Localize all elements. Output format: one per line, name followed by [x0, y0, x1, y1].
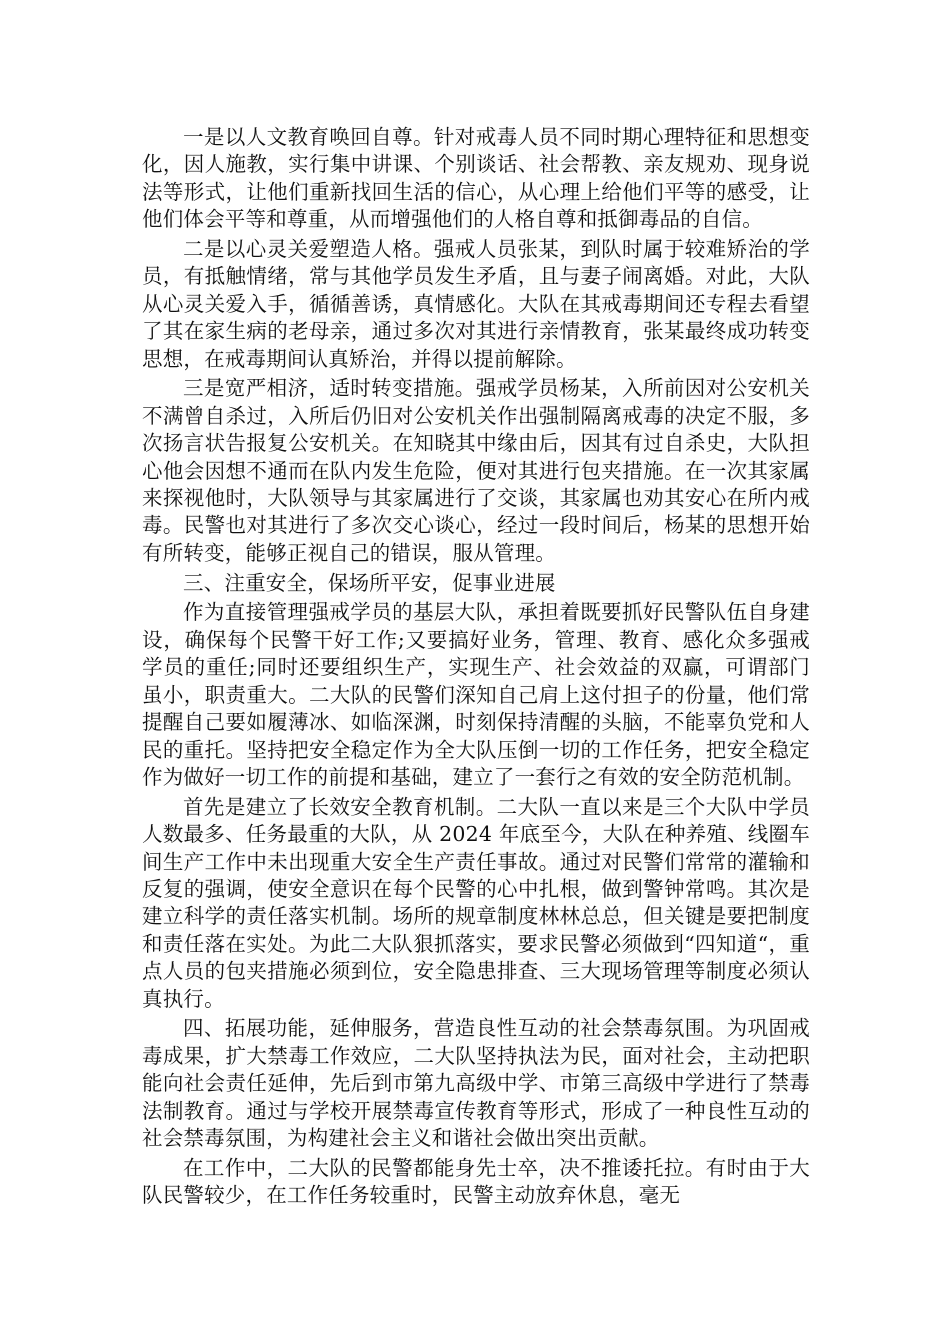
document-body [142, 124, 810, 1212]
paragraph-safety-mechanism: 首先是建立了长效安全教育机制。二大队一直以来是三个大队中学员人数最多、任务最重的大队，从 2024 年底至今，大队在种养殖、线圈车间生产工作中未出现重大安全生产责任事故。通过对民警们常常的灌输和反复的强调，使安全意识在每个民警的心中扎根，做到警钟常鸣。其次是建立科学的责任落实机制。场所的规章制度林林总总，但关键是要把制度和责任落在实处。为此二大队狠抓落实，要求民警必须做到“四知道“，重点人员的包夹措施必须到位，安全隐患排查、三大现场管理等制度必须认真执行。 [142, 794, 810, 1011]
paragraph-leniency-strictness: 三是宽严相济，适时转变措施。强戒学员杨某，入所前因对公安机关不满曾自杀过，入所后仍旧对公安机关作出强制隔离戒毒的决定不服，多次扬言状告报复公安机关。在知晓其中缘由后，因其有过自杀史，大队担心他会因想不通而在队内发生危险，便对其进行包夹措施。在一次其家属来探视他时，大队领导与其家属进行了交谈，其家属也劝其安心在所内戒毒。民警也对其进行了多次交心谈心，经过一段时间后，杨某的思想开始有所转变，能够正视自己的错误，服从管理。 [142, 376, 810, 565]
paragraph-spiritual-care: 二是以心灵关爱塑造人格。强戒人员张某，到队时属于较难矫治的学员，有抵触情绪，常与其他学员发生矛盾，且与妻子闹离婚。对此，大队从心灵关爱入手，循循善诱，真情感化。大队在其戒毒期间还专程去看望了其在家生病的老母亲，通过多次对其进行亲情教育，张某最终成功转变思想，在戒毒期间认真矫治，并得以提前解除。 [142, 237, 810, 371]
paragraph-extend-services: 四、拓展功能，延伸服务，营造良性互动的社会禁毒氛围。为巩固戒毒成果，扩大禁毒工作效应，二大队坚持执法为民，面对社会，主动把职能向社会责任延伸，先后到市第九高级中学、市第三高级中学进行了禁毒法制教育。通过与学校开展禁毒宣传教育等形式，形成了一种良性互动的社会禁毒氛围，为构建社会主义和谐社会做出突出贡献。 [142, 1016, 810, 1150]
paragraph-work-dedication: 在工作中，二大队的民警都能身先士卒，决不推诿托拉。有时由于大队民警较少，在工作任务较重时，民警主动放弃休息，毫无 [142, 1155, 810, 1208]
paragraph-grassroots-brigade: 作为直接管理强戒学员的基层大队，承担着既要抓好民警队伍自身建设，确保每个民警干好工作;又要搞好业务，管理、教育、感化众多强戒学员的重任;同时还要组织生产，实现生产、社会效益的双赢，可谓部门虽小，职责重大。二大队的民警们深知自己肩上这付担子的份量，他们常提醒自己要如履薄冰、如临深渊，时刻保持清醒的头脑，不能辜负党和人民的重托。坚持把安全稳定作为全大队压倒一切的工作任务，把安全稳定作为做好一切工作的前提和基础，建立了一套行之有效的安全防范机制。 [142, 600, 810, 789]
section-heading-safety: 三、注重安全，保场所平安，促事业进展 [183, 570, 556, 595]
paragraph-humanistic-education: 一是以人文教育唤回自尊。针对戒毒人员不同时期心理特征和思想变化，因人施教，实行集中讲课、个别谈话、社会帮教、亲友规劝、现身说法等形式，让他们重新找回生活的信心，从心理上给他们平等的感受，让他们体会平等和尊重，从而增强他们的人格自尊和抵御毒品的自信。 [142, 125, 810, 232]
